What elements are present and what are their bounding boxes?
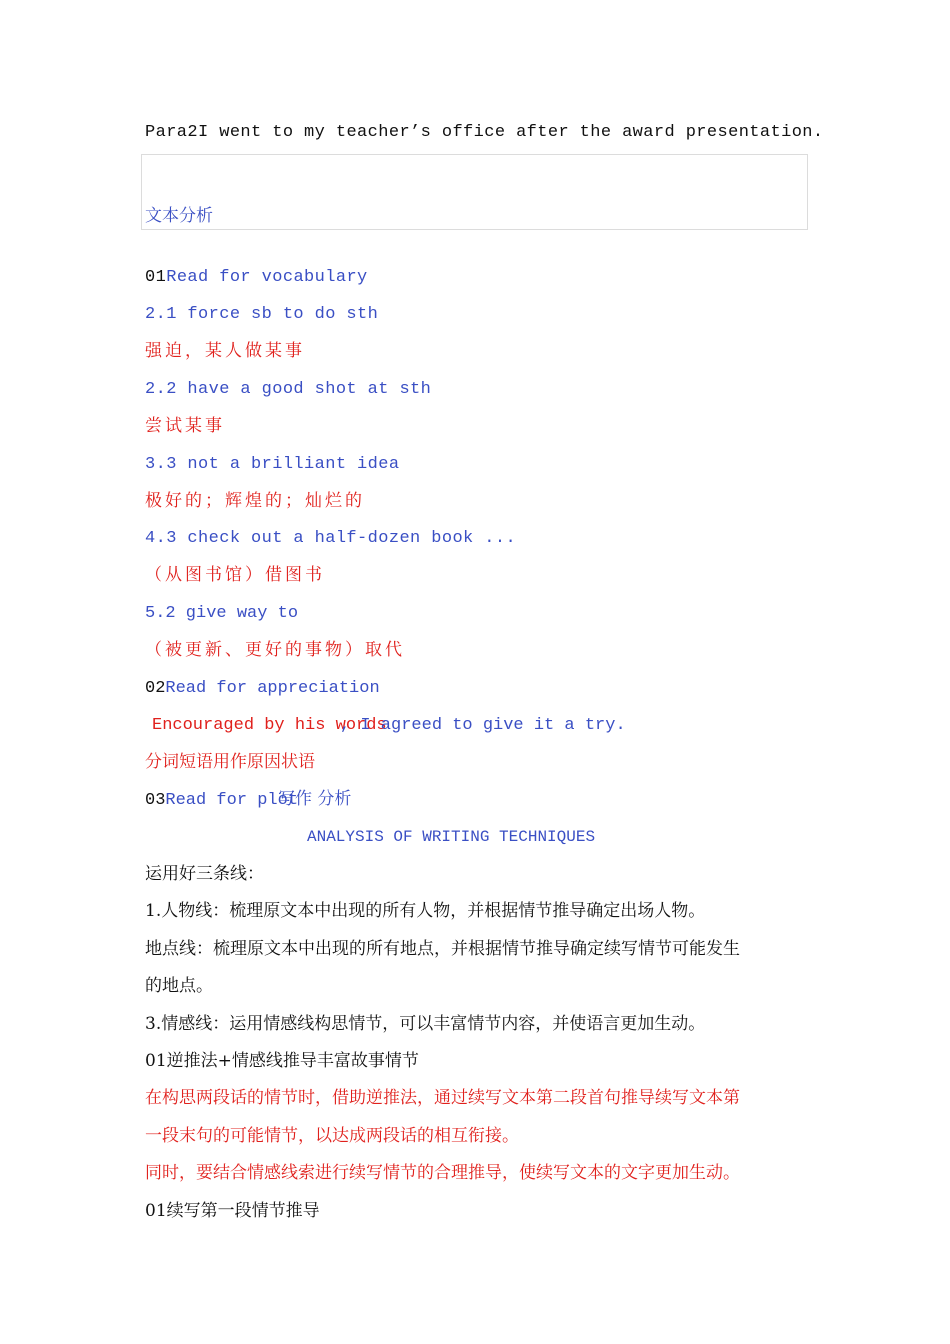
body-subheading: 01续写第一段情节推导 [145, 1201, 320, 1221]
vocab-item-zh: （被更新、更好的事物）取代 [145, 640, 405, 660]
body-intro: 运用好三条线： [145, 864, 264, 884]
appreciation-example-part2: , I agreed to give it a try. [340, 716, 626, 735]
section-vocabulary-heading [145, 269, 368, 286]
body-line: 3.情感线：运用情感线构思情节，可以丰富情节内容，并使语言更加生动。 [145, 1014, 706, 1034]
vocab-item-en: 4.3 check out a half-dozen book ... [145, 529, 517, 548]
paragraph-header [145, 124, 824, 141]
body-line: 的地点。 [145, 976, 213, 996]
section-plot-heading [145, 792, 298, 809]
section-appreciation-heading [145, 680, 380, 697]
body-subheading: 01逆推法+情感线推导丰富故事情节 [145, 1051, 419, 1071]
vocab-item-en: 3.3 not a brilliant idea [145, 455, 400, 474]
vocab-item-zh: 极好的；辉煌的；灿烂的 [145, 491, 365, 511]
body-line: 1.人物线：梳理原文本中出现的所有人物，并根据情节推导确定出场人物。 [145, 901, 706, 921]
vocab-item-en: 2.2 have a good shot at sth [145, 380, 432, 399]
text-analysis-label: 文本分析 [145, 206, 213, 226]
body-red-line: 同时，要结合情感线索进行续写情节的合理推导，使续写文本的文字更加生动。 [145, 1163, 740, 1183]
vocab-item-zh: （从图书馆）借图书 [145, 565, 325, 585]
vocab-item-en: 2.1 force sb to do sth [145, 305, 379, 324]
appreciation-note: 分词短语用作原因状语 [145, 752, 315, 772]
para-prefix: Para2 [145, 123, 199, 142]
para-sentence: I went to my teacher’s office after the award presentation. [198, 123, 824, 142]
vocab-item-en: 5.2 give way to [145, 604, 299, 623]
section-number: 01 [145, 268, 167, 287]
appreciation-example-part1: Encouraged by his words [152, 716, 387, 735]
body-red-line: 一段末句的可能情节，以达成两段话的相互衔接。 [145, 1126, 519, 1146]
section-title: Read for appreciation [165, 679, 380, 698]
section-title: Read for vocabulary [166, 268, 368, 287]
text-analysis-box [141, 154, 808, 230]
analysis-heading: ANALYSIS OF WRITING TECHNIQUES [307, 828, 596, 846]
vocab-item-zh: 尝试某事 [145, 416, 225, 436]
body-line: 地点线：梳理原文本中出现的所有地点，并根据情节推导确定续写情节可能发生 [145, 939, 740, 959]
body-red-line: 在构思两段话的情节时，借助逆推法，通过续写文本第二段首句推导续写文本第 [145, 1088, 740, 1108]
section-number: 02 [145, 679, 166, 698]
section-number: 03 [145, 791, 166, 810]
section-title: Read for plot [165, 791, 299, 810]
vocab-item-zh: 强迫，某人做某事 [145, 341, 305, 361]
plot-overlay-text: 写作 分析 [278, 789, 352, 809]
